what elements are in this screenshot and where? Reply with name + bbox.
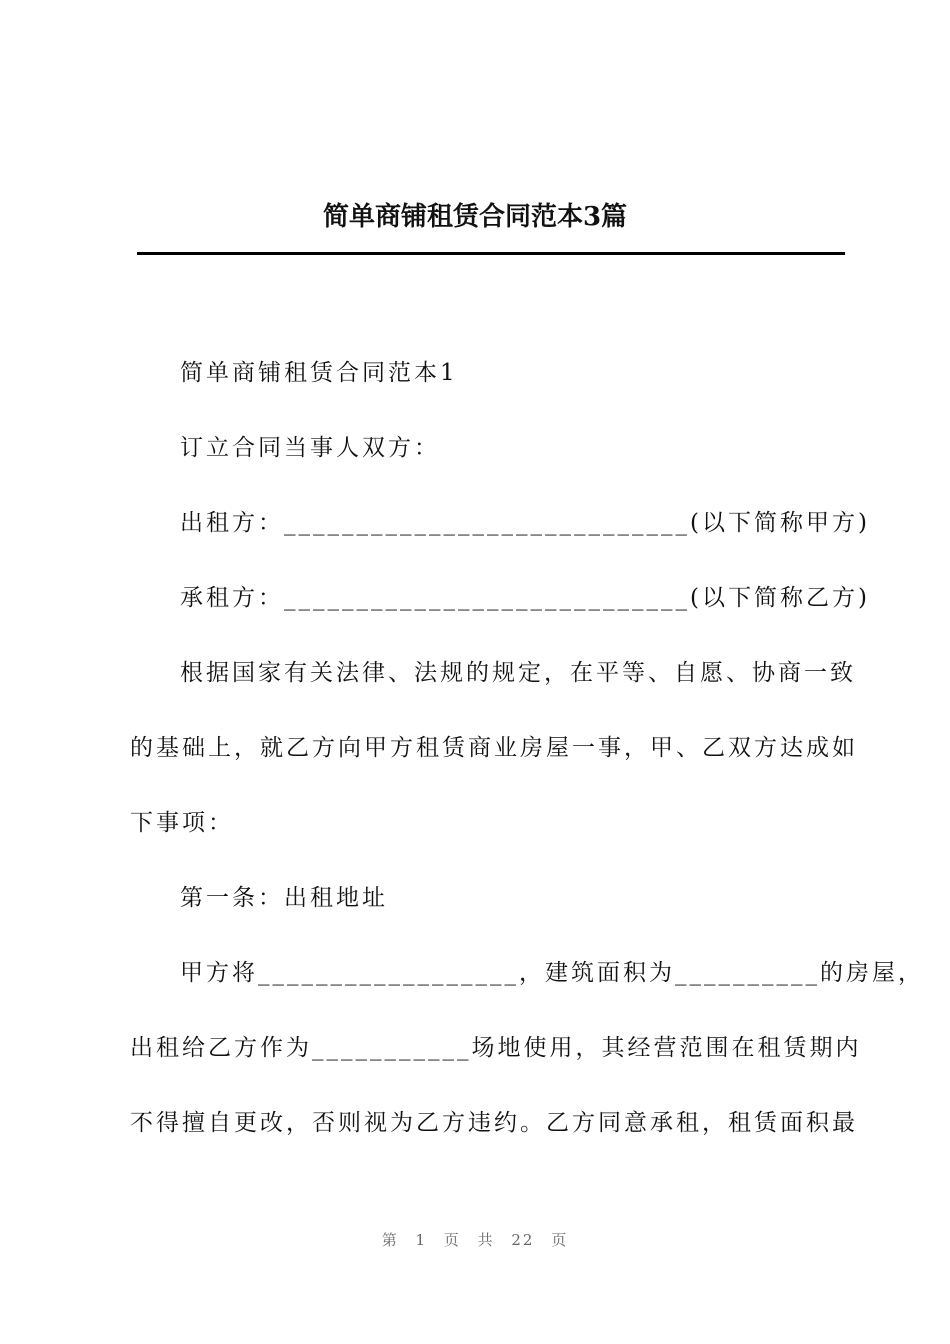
paragraph-line: 不得擅自更改，否则视为乙方违约。乙方同意承租，租赁面积最 xyxy=(130,1110,858,1136)
document-title: 简单商铺租赁合同范本3篇 xyxy=(322,202,628,232)
title-divider xyxy=(137,252,845,255)
paragraph-line: 订立合同当事人双方： xyxy=(180,435,440,461)
paragraph-line: 甲方将__________________，建筑面积为__________的房屋， xyxy=(180,960,924,986)
subtitle-line: 简单商铺租赁合同范本1 xyxy=(180,360,458,386)
page-number-footer: 第 1 页 共 22 页 xyxy=(381,1231,569,1249)
paragraph-line: 下事项： xyxy=(130,810,234,836)
article-heading: 第一条：出租地址 xyxy=(180,885,388,911)
lessor-line: 出租方：____________________________(以下简称甲方) xyxy=(180,510,870,536)
paragraph-line: 出租给乙方作为___________场地使用，其经营范围在租赁期内 xyxy=(130,1035,862,1061)
lessee-line: 承租方：____________________________(以下简称乙方) xyxy=(180,585,870,611)
paragraph-line: 根据国家有关法律、法规的规定，在平等、自愿、协商一致 xyxy=(180,660,856,686)
paragraph-line: 的基础上，就乙方向甲方租赁商业房屋一事，甲、乙双方达成如 xyxy=(130,735,858,761)
